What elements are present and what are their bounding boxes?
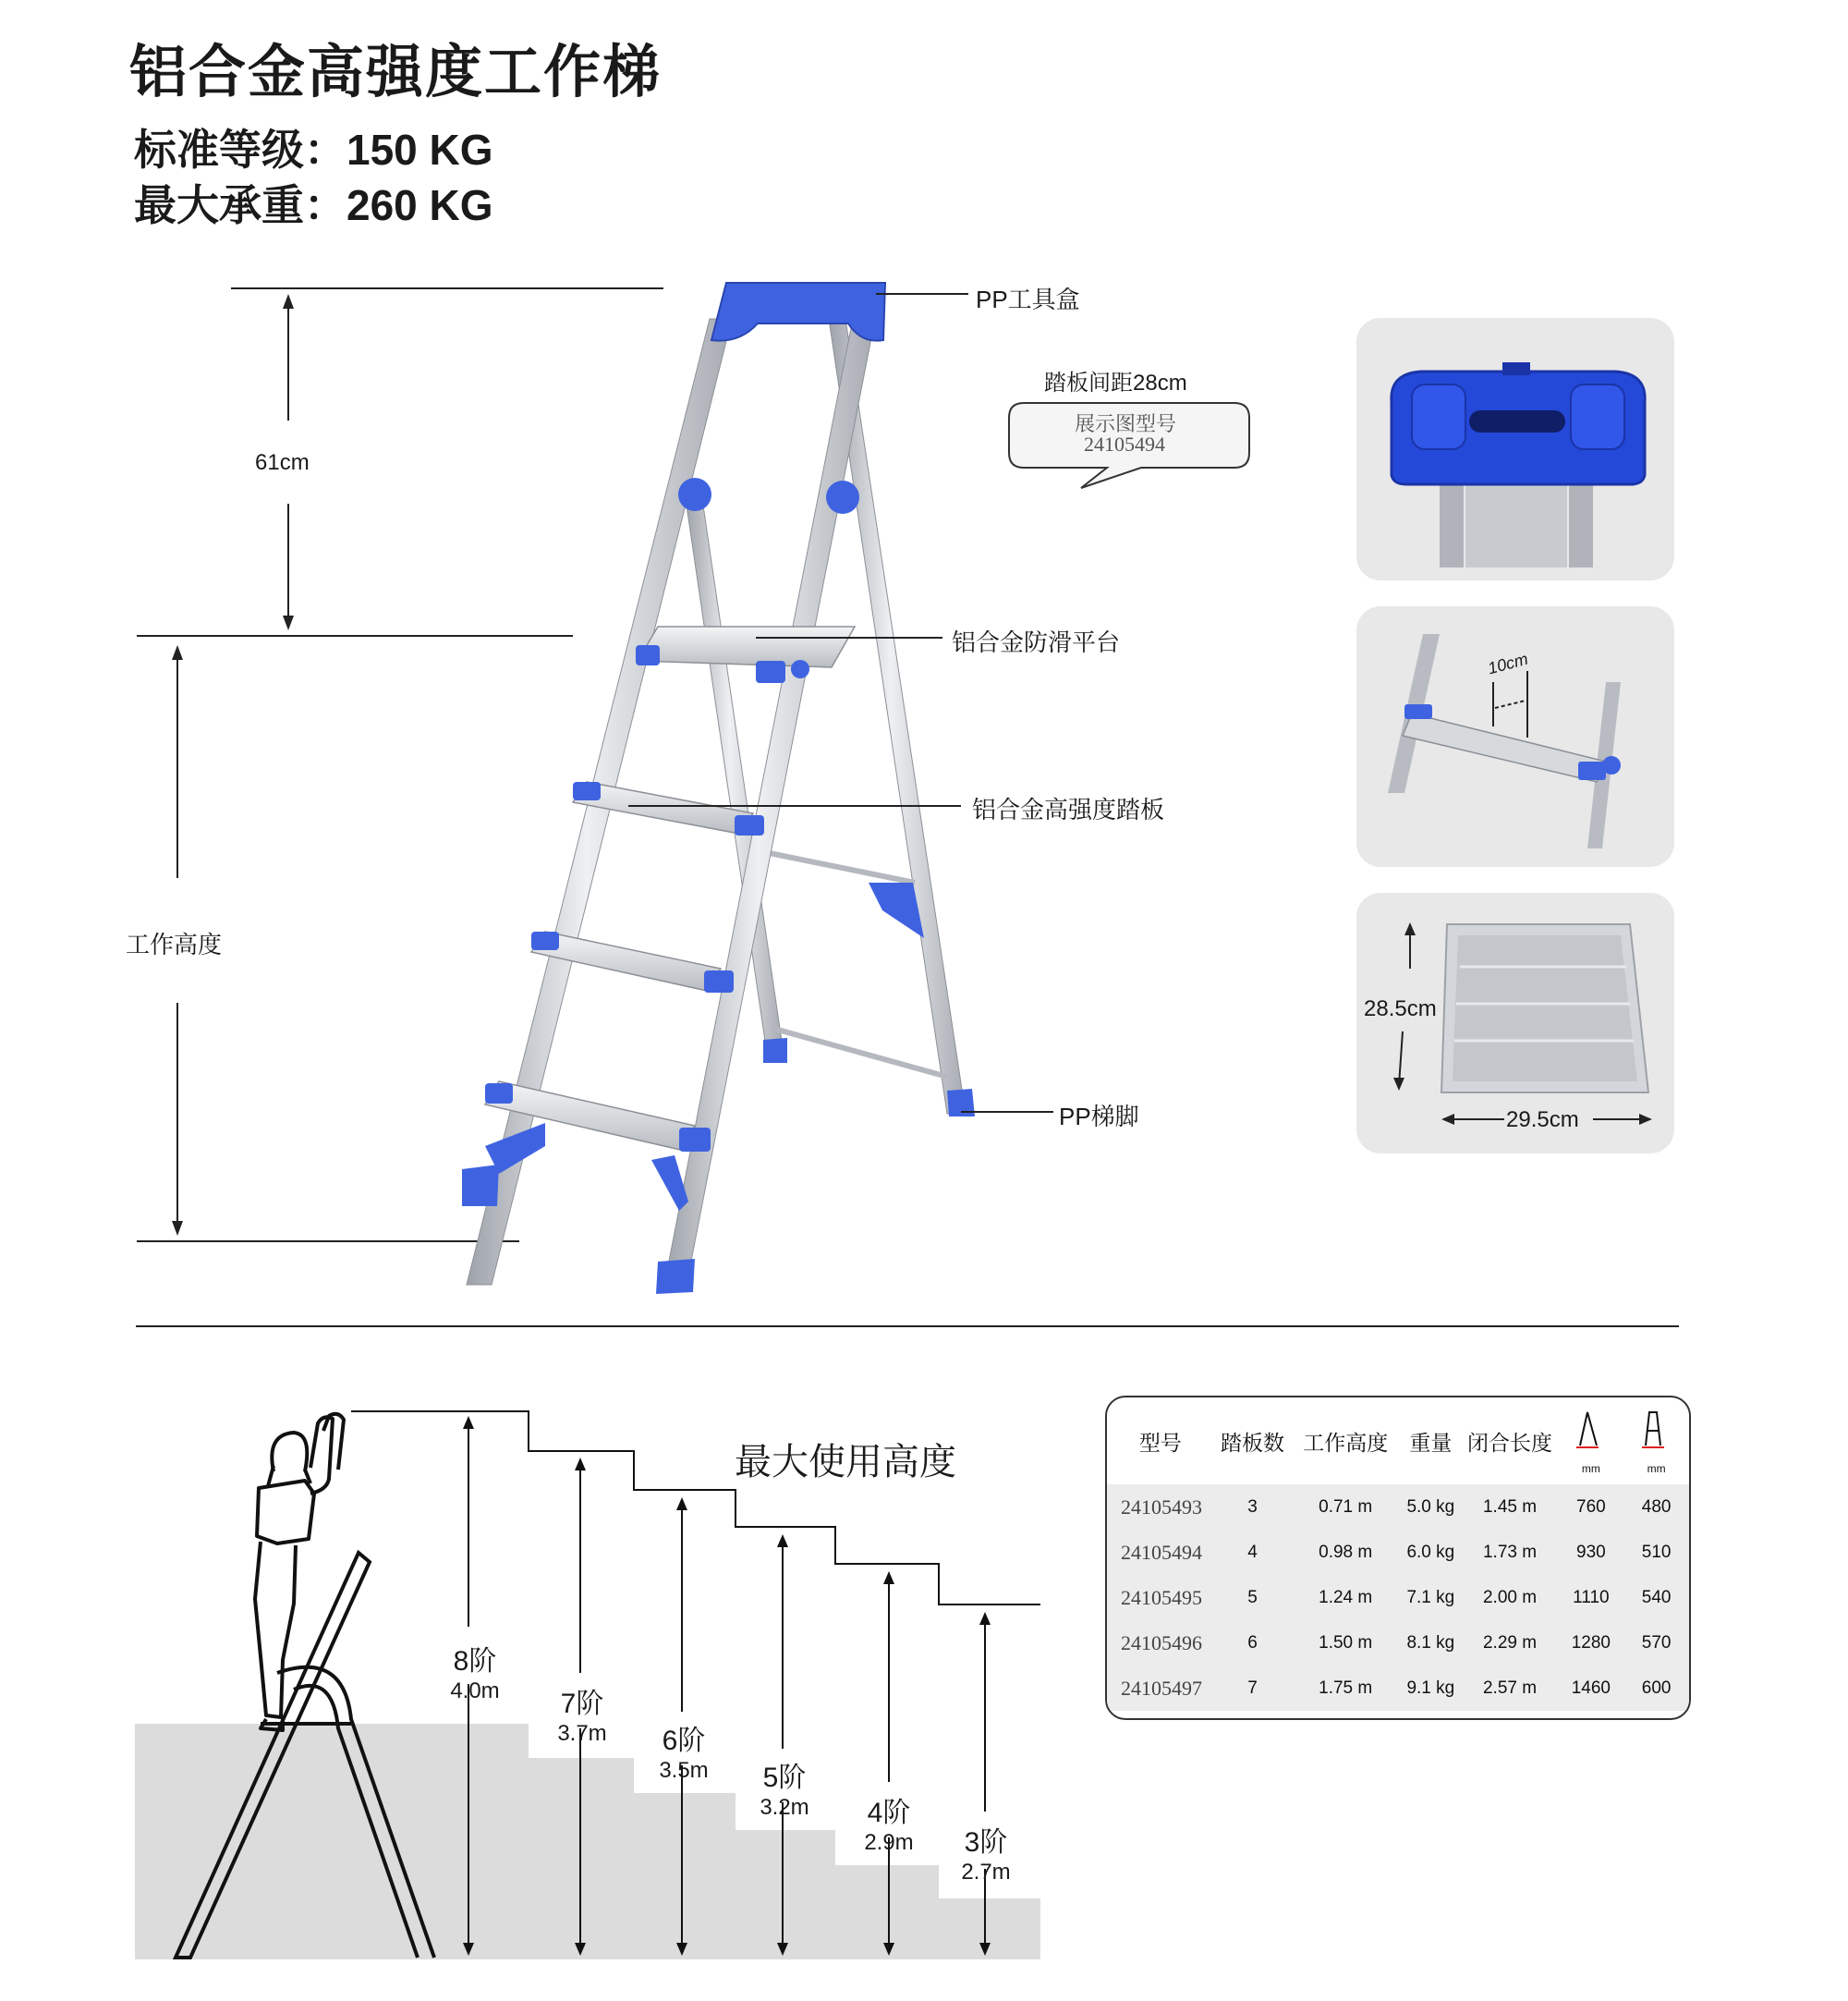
arrow-up-icon (575, 1458, 586, 1470)
callout-toolbox: PP工具盒 (976, 286, 1080, 313)
table-row: 24105494 4 0.98 m 6.0 kg 1.73 m 930 510 (1121, 1540, 1672, 1564)
step-label-8: 8阶 4.0m (450, 1646, 500, 1703)
standard-grade: 标准等级：150 KG (134, 126, 493, 174)
platform-depth-label: 28.5cm (1364, 996, 1437, 1021)
inset-platform (1356, 893, 1674, 1153)
step-spacing-label: 踏板间距28cm (1044, 371, 1187, 396)
inset-toolbox (1356, 318, 1674, 580)
a-frame-depth-icon (1633, 1405, 1681, 1453)
col-weight: 重量 (1409, 1430, 1453, 1455)
table-row: 24105493 3 0.71 m 5.0 kg 1.45 m 760 480 (1121, 1495, 1672, 1519)
hinge-knob-icon (826, 481, 859, 514)
arrow-up-icon (883, 1571, 894, 1584)
dim-top-label: 61cm (255, 450, 310, 475)
table-row: 24105496 6 1.50 m 8.1 kg 2.29 m 1280 570 (1121, 1630, 1672, 1654)
page-title: 铝合金高强度工作梯 (129, 41, 663, 104)
step-width-label: 10cm (1486, 649, 1530, 678)
max-load: 最大承重：260 KG (134, 181, 493, 229)
foot-icon (656, 1259, 695, 1294)
col-model: 型号 (1138, 1430, 1182, 1455)
arrow-down-icon (172, 1221, 183, 1236)
step-label-3: 3阶 2.7m (961, 1827, 1011, 1885)
work-height-label: 工作高度 (126, 931, 223, 958)
arrow-down-icon (283, 616, 294, 630)
col-steps: 踏板数 (1220, 1430, 1284, 1455)
table-row: 24105495 5 1.24 m 7.1 kg 2.00 m 1110 540 (1121, 1585, 1672, 1609)
callout-platform: 铝合金防滑平台 (952, 628, 1121, 656)
arrow-up-icon (283, 294, 294, 309)
hinge-knob-icon (678, 478, 711, 511)
speech-line-2: 24105494 (1084, 433, 1165, 456)
toolbox-icon (711, 283, 885, 341)
ladder-diagram (0, 0, 1386, 1331)
platform-width-label: 29.5cm (1506, 1107, 1579, 1132)
col-open-width: mm (1559, 1397, 1624, 1484)
section-divider (136, 1325, 1679, 1327)
platform (638, 627, 855, 667)
speech-line-1: 展示图型号 (1075, 412, 1177, 435)
step-label-5: 5阶 3.2m (760, 1763, 809, 1820)
foot-icon (462, 1165, 499, 1206)
arrow-up-icon (1404, 922, 1416, 935)
foot-icon (763, 1038, 787, 1063)
spec-table (1105, 1396, 1691, 1720)
step-label-6: 6阶 3.5m (659, 1726, 709, 1783)
arrow-up-icon (463, 1416, 474, 1429)
height-chart (0, 1331, 1053, 2001)
arrow-right-icon (1639, 1114, 1652, 1125)
arrow-up-icon (172, 645, 183, 660)
arrow-left-icon (1441, 1114, 1454, 1125)
table-row: 24105497 7 1.75 m 9.1 kg 2.57 m 1460 600 (1121, 1676, 1672, 1700)
callout-feet: PP梯脚 (1059, 1103, 1139, 1130)
callout-step: 铝合金高强度踏板 (972, 796, 1165, 824)
inset-step-width (1356, 606, 1674, 867)
a-frame-open-icon (1567, 1405, 1615, 1453)
col-depth: mm (1623, 1397, 1689, 1484)
arrow-up-icon (777, 1534, 788, 1547)
step-label-4: 4阶 2.9m (864, 1798, 914, 1855)
col-work-height: 工作高度 (1303, 1430, 1389, 1455)
step-label-7: 7阶 3.7m (557, 1689, 607, 1746)
col-closed-length: 闭合长度 (1467, 1430, 1553, 1455)
arrow-up-icon (979, 1612, 991, 1625)
arrow-down-icon (1393, 1078, 1404, 1091)
height-chart-title: 最大使用高度 (735, 1442, 956, 1482)
spec-table-header (1107, 1397, 1689, 1484)
arrow-up-icon (676, 1497, 687, 1510)
